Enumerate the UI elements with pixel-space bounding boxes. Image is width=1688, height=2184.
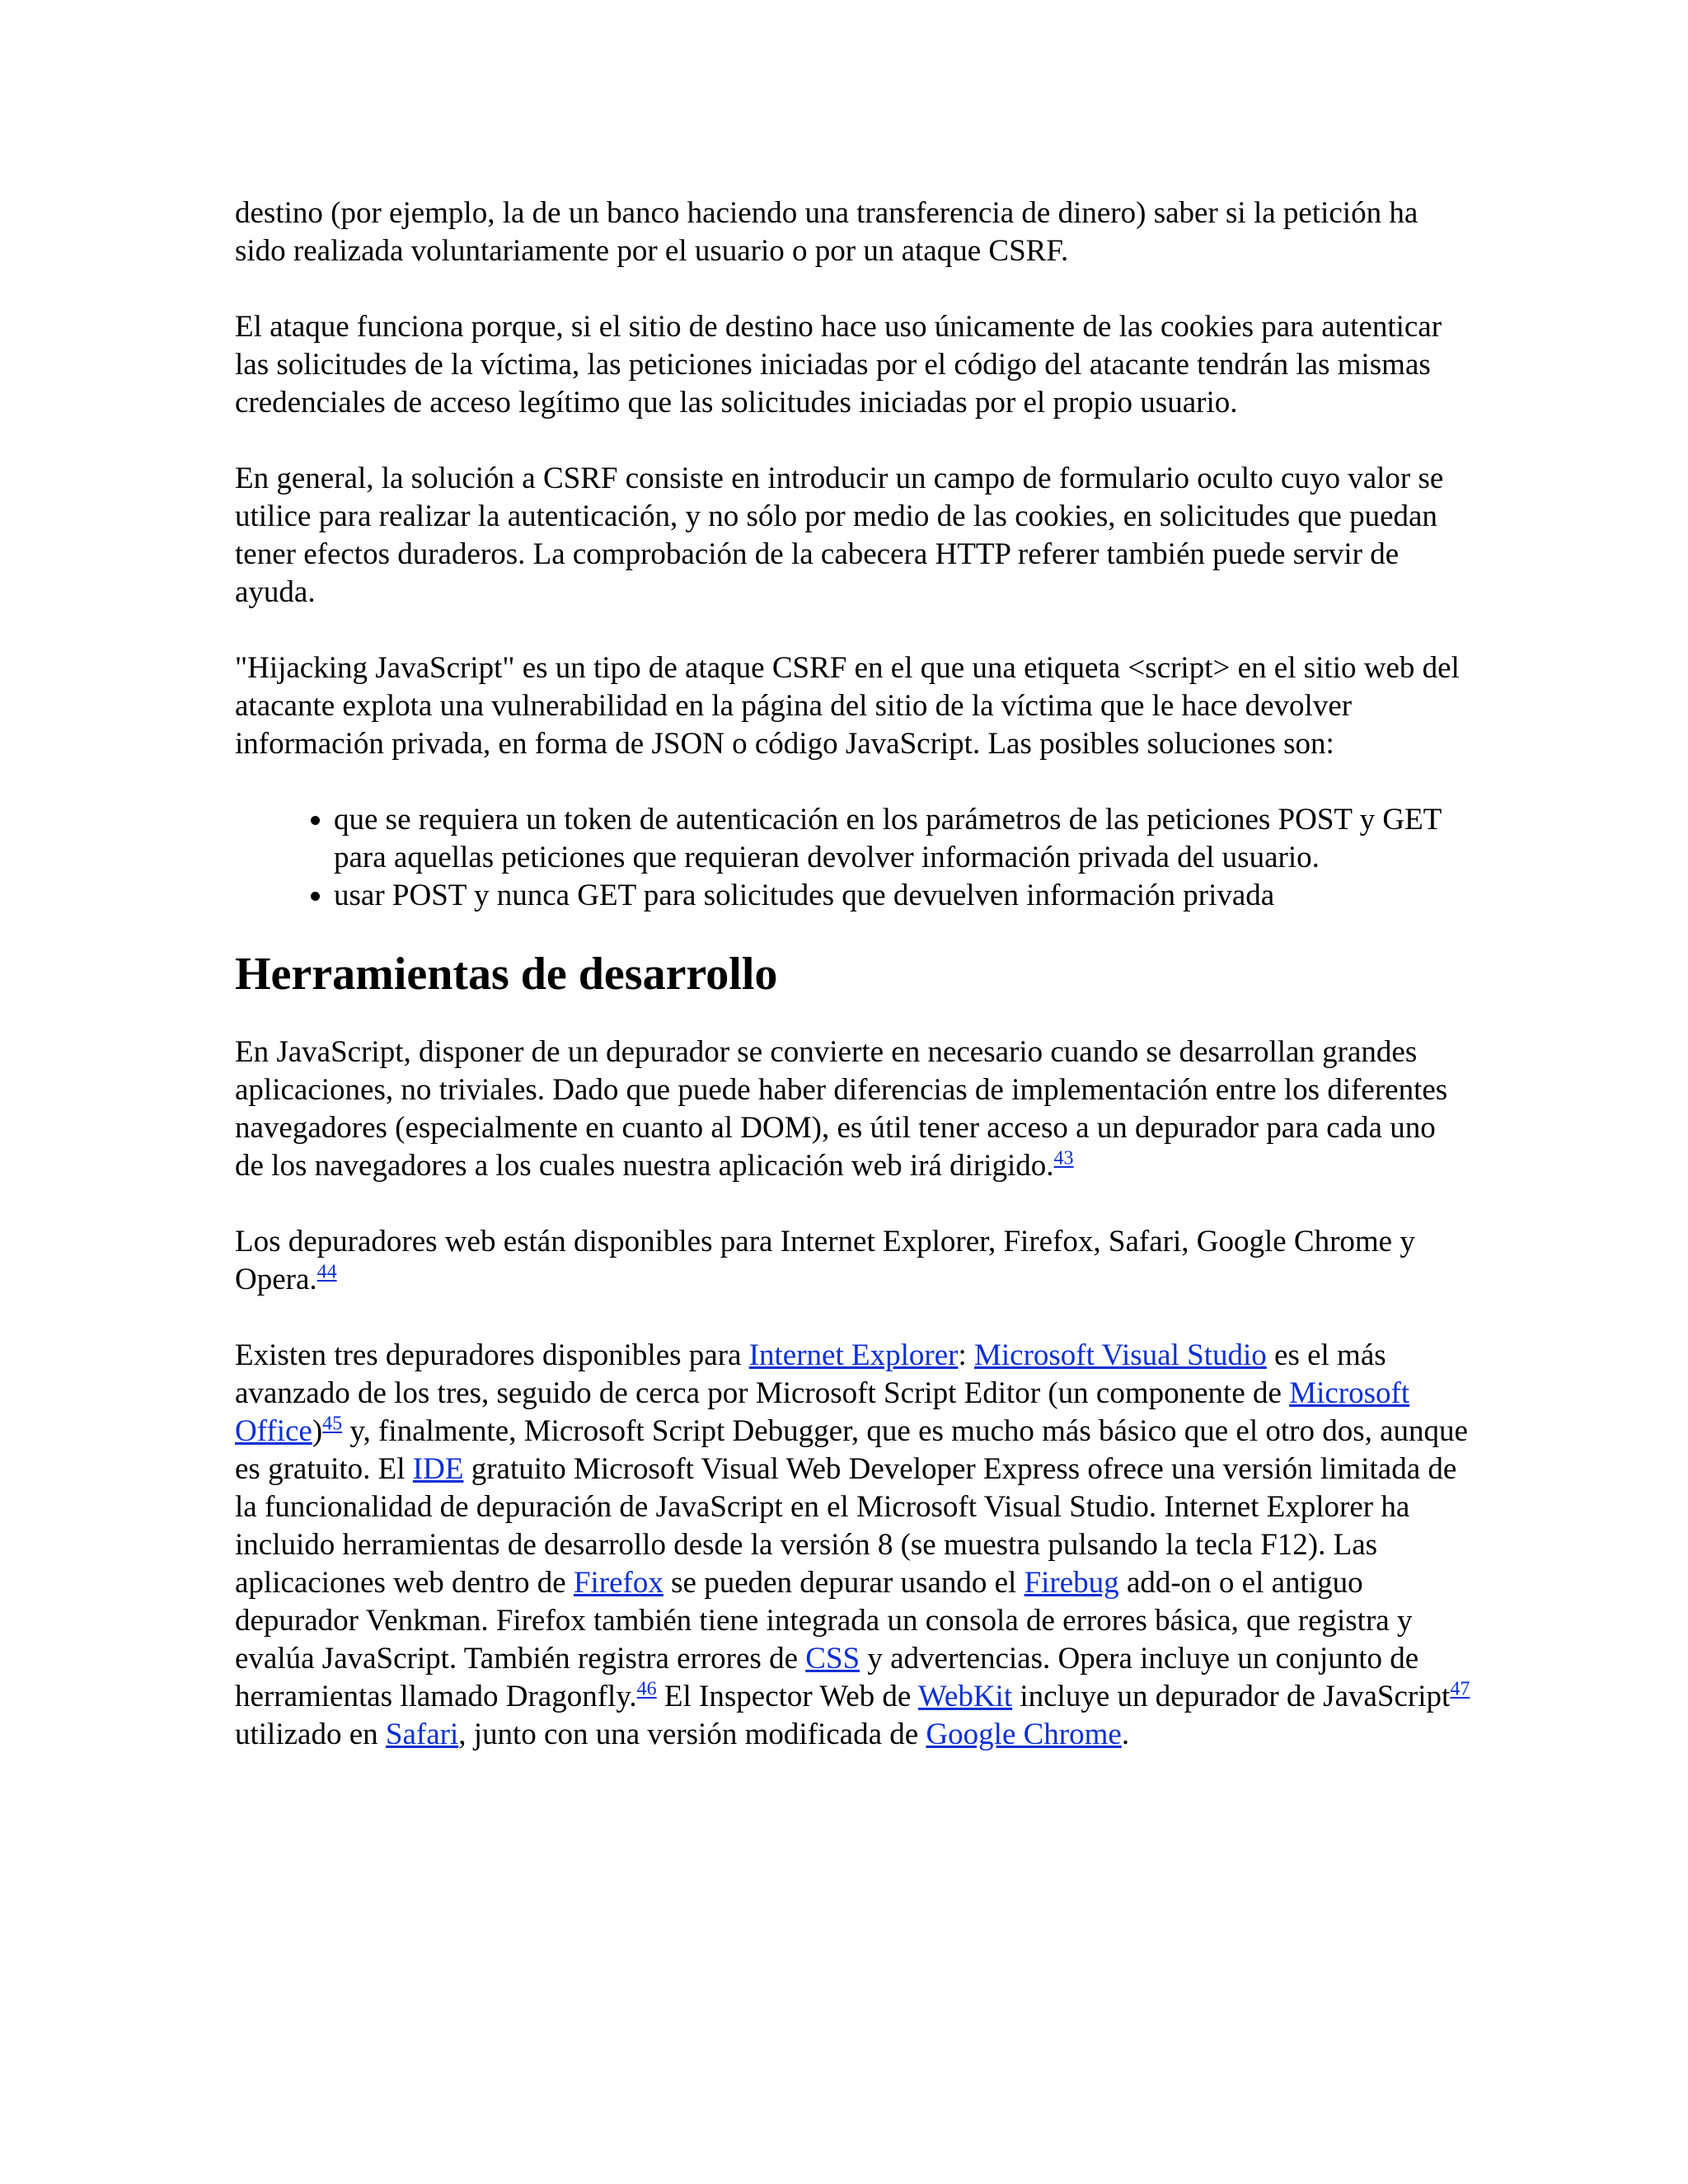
paragraph-debugger-details: [235, 1337, 1471, 1754]
link-microsoft-office[interactable]: Microsoft Office: [235, 1376, 1410, 1448]
link-microsoft-visual-studio[interactable]: Microsoft Visual Studio: [973, 1338, 1267, 1372]
footnote-link-44[interactable]: 44: [316, 1261, 337, 1283]
footnote-ref: [1450, 1679, 1470, 1700]
paragraph-csrf-mechanism: El ataque funciona porque, si el sitio de destino hace uso únicamente de las cookies para autenticar las solicitudes de la víctima, las peticiones iniciadas por el código del atacante tendrán las mismas credenciales de acceso legítimo que las solicitudes iniciadas por el propio usuario.: [235, 310, 1442, 419]
paragraph-text: Los depuradores web están disponibles para Internet Explorer, Firefox, Safari, Google Chrome y Opera.: [235, 1225, 1415, 1296]
footnote-ref: [317, 1262, 337, 1283]
text-run: y, finalmente, Microsoft Script Debugger, que es mucho más básico que el otro dos, aunque es gratuito. El: [235, 1414, 1468, 1486]
text-run: ): [312, 1414, 323, 1448]
solutions-list: [235, 801, 1471, 915]
text-run: gratuito Microsoft Visual Web Developer Express ofrece una versión limitada de la funcionalidad de depuración de JavaScript en el Microsoft Visual Studio. Internet Explorer ha incluido herramientas de desarrollo desde la versión 8 (se muestra pulsando la tecla F12). Las aplicaciones web dentro de: [235, 1452, 1457, 1600]
text-run: El Inspector Web de: [656, 1680, 918, 1713]
link-firebug[interactable]: Firebug: [1024, 1566, 1119, 1600]
link-google-chrome[interactable]: Google Chrome: [926, 1718, 1122, 1751]
text-run: , junto con una versión modificada de: [458, 1718, 926, 1751]
list-item: • usar POST y nunca GET para solicitudes que devuelven información privada: [334, 877, 1471, 915]
link-internet-explorer[interactable]: Internet Explorer: [748, 1338, 959, 1372]
text-run: se pueden depurar usando el: [663, 1566, 1025, 1600]
document-page: [235, 194, 1471, 1792]
footnote-ref: [322, 1413, 342, 1435]
footnote-ref: [637, 1679, 657, 1700]
link-firefox[interactable]: Firefox: [573, 1566, 663, 1600]
text-run: :: [958, 1338, 974, 1372]
section-heading: Herramientas de desarrollo: [235, 949, 778, 1000]
link-ide[interactable]: IDE: [412, 1452, 464, 1486]
paragraph-csrf-solution: En general, la solución a CSRF consiste en introducir un campo de formulario oculto cuyo valor se utilice para realizar la autenticación, y no sólo por medio de las cookies, en solicitudes que puedan tener efectos duraderos. La comprobación de la cabecera HTTP referer también puede servir de ayuda.: [235, 462, 1444, 609]
paragraph-debugger-availability: [235, 1223, 1471, 1299]
footnote-ref: [1054, 1148, 1074, 1169]
footnote-link-46[interactable]: 46: [636, 1678, 657, 1700]
list-item: • que se requiera un token de autenticación en los parámetros de las peticiones POST y GET para aquellas peticiones que requieran devolver información privada del usuario.: [334, 801, 1471, 877]
link-css[interactable]: CSS: [805, 1642, 860, 1675]
footnote-link-45[interactable]: 45: [322, 1413, 343, 1435]
text-run: add-on o el antiguo depurador Venkman. Firefox también tiene integrada un consola de errores básica, que registra y evalúa JavaScript. También registra errores de: [235, 1566, 1413, 1675]
paragraph-hijacking-javascript: "Hijacking JavaScript" es un tipo de ataque CSRF en el que una etiqueta <script> en el sitio web del atacante explota una vulnerabilidad en la página del sitio de la víctima que le hace devolver información privada, en forma de JSON o código JavaScript. Las posibles soluciones son:: [235, 651, 1460, 761]
link-safari[interactable]: Safari: [385, 1718, 459, 1751]
paragraph-debugger-need: [235, 1033, 1471, 1185]
paragraph-csrf-intro: destino (por ejemplo, la de un banco haciendo una transferencia de dinero) saber si la petición ha sido realizada voluntariamente por el usuario o por un ataque CSRF.: [235, 196, 1418, 268]
text-run: incluye un depurador de JavaScript: [1012, 1680, 1451, 1713]
text-run: .: [1121, 1718, 1130, 1751]
text-run: Existen tres depuradores disponibles para: [235, 1338, 749, 1372]
text-run: utilizado en: [235, 1718, 386, 1751]
paragraph-text: En JavaScript, disponer de un depurador se convierte en necesario cuando se desarrollan grandes aplicaciones, no triviales. Dado que puede haber diferencias de implementación entre los diferentes navegadores (especialmente en cuanto al DOM), es útil tener acceso a un depurador para cada uno de los navegadores a los cuales nuestra aplicación web irá dirigido.: [235, 1035, 1448, 1183]
text-run: es el más avanzado de los tres, seguido de cerca por Microsoft Script Editor (un componente de: [235, 1338, 1386, 1410]
link-webkit[interactable]: WebKit: [917, 1680, 1013, 1713]
footnote-link-43[interactable]: 43: [1053, 1147, 1074, 1169]
text-run: y advertencias. Opera incluye un conjunto de herramientas llamado Dragonfly.: [235, 1642, 1419, 1713]
footnote-link-47[interactable]: 47: [1450, 1678, 1470, 1700]
